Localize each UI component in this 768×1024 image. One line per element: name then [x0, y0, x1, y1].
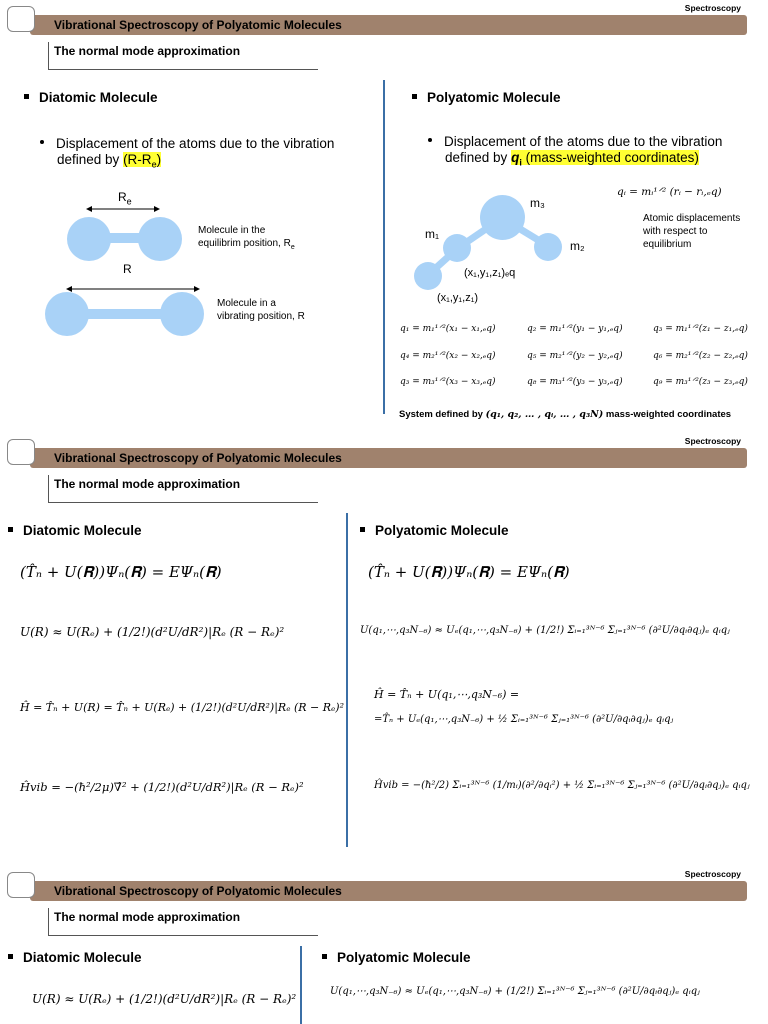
bullet-square	[24, 94, 29, 99]
brand-label: Spectroscopy	[684, 869, 741, 879]
diatomic-hamiltonian-eq: Ĥ = T̂ₙ + U(R) = T̂ₙ + U(Rₑ) + (1/2!)(d²U/dR²)|Rₑ (R − Rₑ)²	[20, 701, 344, 714]
bullet-dot	[40, 140, 44, 144]
subtitle-line-h	[48, 935, 318, 936]
subtitle-line-h	[48, 69, 318, 70]
bullet-square	[8, 954, 13, 959]
label-m2: m₂	[570, 239, 585, 253]
polyatomic-potential-eq: U(q₁,⋯,q₃N₋₆) ≈ Uₑ(q₁,⋯,q₃N₋₆) + (1/2!) Σᵢ₌₁³ᴺ⁻⁶ Σⱼ₌₁³ᴺ⁻⁶ (∂²U/∂qᵢ∂qⱼ)ₑ qᵢqⱼ	[330, 986, 700, 997]
q-row-3-col-2: q₈ = m₃¹ᐟ²(y₃ − y₃,ₑq)	[527, 377, 623, 387]
header-title: Vibrational Spectroscopy of Polyatomic Molecules	[54, 18, 342, 32]
diatomic-schrodinger-eq: (T̂ₙ + U(𝐑))Ψₙ(𝐑) = EΨₙ(𝐑)	[20, 563, 222, 581]
subtitle-line-v	[48, 475, 49, 502]
polyatomic-description: Displacement of the atoms due to the vibration defined by $q_i$ (mass-weighted coordinates)	[428, 134, 722, 171]
atom-m1	[443, 234, 471, 262]
polyatomic-heading: Polyatomic Molecule	[412, 90, 561, 105]
atomic-displacement-label: Atomic displacements with respect to equilibrium	[643, 213, 741, 250]
polyatomic-heading: Polyatomic Molecule	[360, 523, 509, 538]
header-corner-box	[7, 6, 35, 32]
subtitle: The normal mode approximation	[54, 44, 241, 58]
mass-weighted-formula: qᵢ = mᵢ¹ᐟ² (rᵢ − rᵢ,ₑq)	[617, 186, 722, 198]
system-definition: System defined by (q₁, q₂, … , qᵢ, … , q₃N) mass-weighted coordinates	[399, 409, 732, 420]
atom-m2	[534, 233, 562, 261]
header-title: Vibrational Spectroscopy of Polyatomic Molecules	[54, 451, 342, 465]
vibrating-label: Molecule in a vibrating position, R	[217, 298, 305, 322]
q-row-2-col-3: q₆ = m₂¹ᐟ²(z₂ − z₂,ₑq)	[653, 351, 748, 361]
subtitle: The normal mode approximation	[54, 477, 241, 491]
label-coord-eq: (x₁,y₁,z₁)ₑq	[464, 267, 516, 279]
diatomic-heading: Diatomic Molecule	[24, 90, 158, 105]
slide-1	[0, 0, 768, 430]
diatomic-heading: Diatomic Molecule	[8, 523, 142, 538]
slide-3	[0, 866, 768, 1024]
re-label: $R_e$	[118, 190, 132, 207]
column-divider	[383, 80, 385, 414]
subtitle-line-h	[48, 502, 318, 503]
bullet-dot	[428, 138, 432, 142]
diatomic-potential-eq: U(R) ≈ U(Rₑ) + (1/2!)(d²U/dR²)|Rₑ (R − Rₑ)²	[20, 625, 285, 639]
diatomic-vib-hamiltonian-eq: Ĥvib = −(ħ²/2μ)∇̂² + (1/2!)(d²U/dR²)|Rₑ (R − Rₑ)²	[20, 780, 304, 794]
atom-m3	[480, 195, 525, 240]
q-row-2-col-2: q₅ = m₂¹ᐟ²(y₂ − y₂,ₑq)	[527, 351, 623, 361]
q-row-2-col-1: q₄ = m₂¹ᐟ²(x₂ − x₂,ₑq)	[400, 351, 496, 361]
q-row-1-col-2: q₂ = m₁¹ᐟ²(y₁ − y₁,ₑq)	[527, 324, 623, 334]
bullet-square	[322, 954, 327, 959]
brand-label: Spectroscopy	[684, 436, 741, 446]
subtitle-line-v	[48, 42, 49, 69]
vibrating-atom-left	[45, 292, 89, 336]
polyatomic-hamiltonian-eq-b: =T̂ₙ + Uₑ(q₁,⋯,q₃N₋₆) + ½ Σᵢ₌₁³ᴺ⁻⁶ Σⱼ₌₁³ᴺ⁻⁶ (∂²U/∂qᵢ∂qⱼ)ₑ qᵢqⱼ	[374, 714, 674, 725]
q-row-3-col-1: q₃ = m₃¹ᐟ²(x₃ − x₃,ₑq)	[400, 377, 496, 387]
header-corner-box	[7, 439, 35, 465]
re-arrow	[86, 204, 160, 214]
bullet-square	[8, 527, 13, 532]
column-divider	[346, 513, 348, 847]
diatomic-heading: Diatomic Molecule	[8, 950, 142, 965]
slide-2	[0, 433, 768, 858]
atom-m1-displaced	[414, 262, 442, 290]
r-label: R	[123, 262, 132, 276]
subtitle-line-v	[48, 908, 49, 935]
polyatomic-potential-eq: U(q₁,⋯,q₃N₋₆) ≈ Uₑ(q₁,⋯,q₃N₋₆) + (1/2!) Σᵢ₌₁³ᴺ⁻⁶ Σⱼ₌₁³ᴺ⁻⁶ (∂²U/∂qᵢ∂qⱼ)ₑ qᵢqⱼ	[360, 625, 730, 636]
polyatomic-vib-hamiltonian-eq: Ĥvib = −(ħ²/2) Σᵢ₌₁³ᴺ⁻⁶ (1/mᵢ)(∂²/∂qᵢ²) + ½ Σᵢ₌₁³ᴺ⁻⁶ Σⱼ₌₁³ᴺ⁻⁶ (∂²U/∂qᵢ∂qⱼ)ₑ qᵢqⱼ	[374, 780, 750, 791]
brand-label: Spectroscopy	[684, 3, 741, 13]
polyatomic-schrodinger-eq: (T̂ₙ + U(𝐑))Ψₙ(𝐑) = EΨₙ(𝐑)	[368, 563, 570, 581]
header-title: Vibrational Spectroscopy of Polyatomic Molecules	[54, 884, 342, 898]
header-corner-box	[7, 872, 35, 898]
label-m3: m₃	[530, 196, 545, 210]
equilibrium-label: Molecule in the equilibrim position, $R_e$	[198, 225, 295, 251]
equilibrium-atom-left	[67, 217, 111, 261]
bullet-square	[360, 527, 365, 532]
subtitle: The normal mode approximation	[54, 910, 241, 924]
label-m1: m₁	[425, 227, 440, 241]
bullet-square	[412, 94, 417, 99]
column-divider	[300, 946, 302, 1024]
vibrating-atom-right	[160, 292, 204, 336]
polyatomic-hamiltonian-eq-a: Ĥ = T̂ₙ + U(q₁,⋯,q₃N₋₆) =	[374, 688, 520, 701]
polyatomic-heading: Polyatomic Molecule	[322, 950, 471, 965]
q-row-1-col-3: q₃ = m₁¹ᐟ²(z₁ − z₁,ₑq)	[653, 324, 748, 334]
q-row-3-col-3: q₉ = m₃¹ᐟ²(z₃ − z₃,ₑq)	[653, 377, 748, 387]
equilibrium-atom-right	[138, 217, 182, 261]
q-row-1-col-1: q₁ = m₁¹ᐟ²(x₁ − x₁,ₑq)	[400, 324, 496, 334]
label-coord: (x₁,y₁,z₁)	[437, 292, 479, 304]
diatomic-description: Displacement of the atoms due to the vibration defined by $(R-R_e)$	[40, 136, 334, 173]
diatomic-potential-eq: U(R) ≈ U(Rₑ) + (1/2!)(d²U/dR²)|Rₑ (R − Rₑ)²	[32, 992, 297, 1006]
